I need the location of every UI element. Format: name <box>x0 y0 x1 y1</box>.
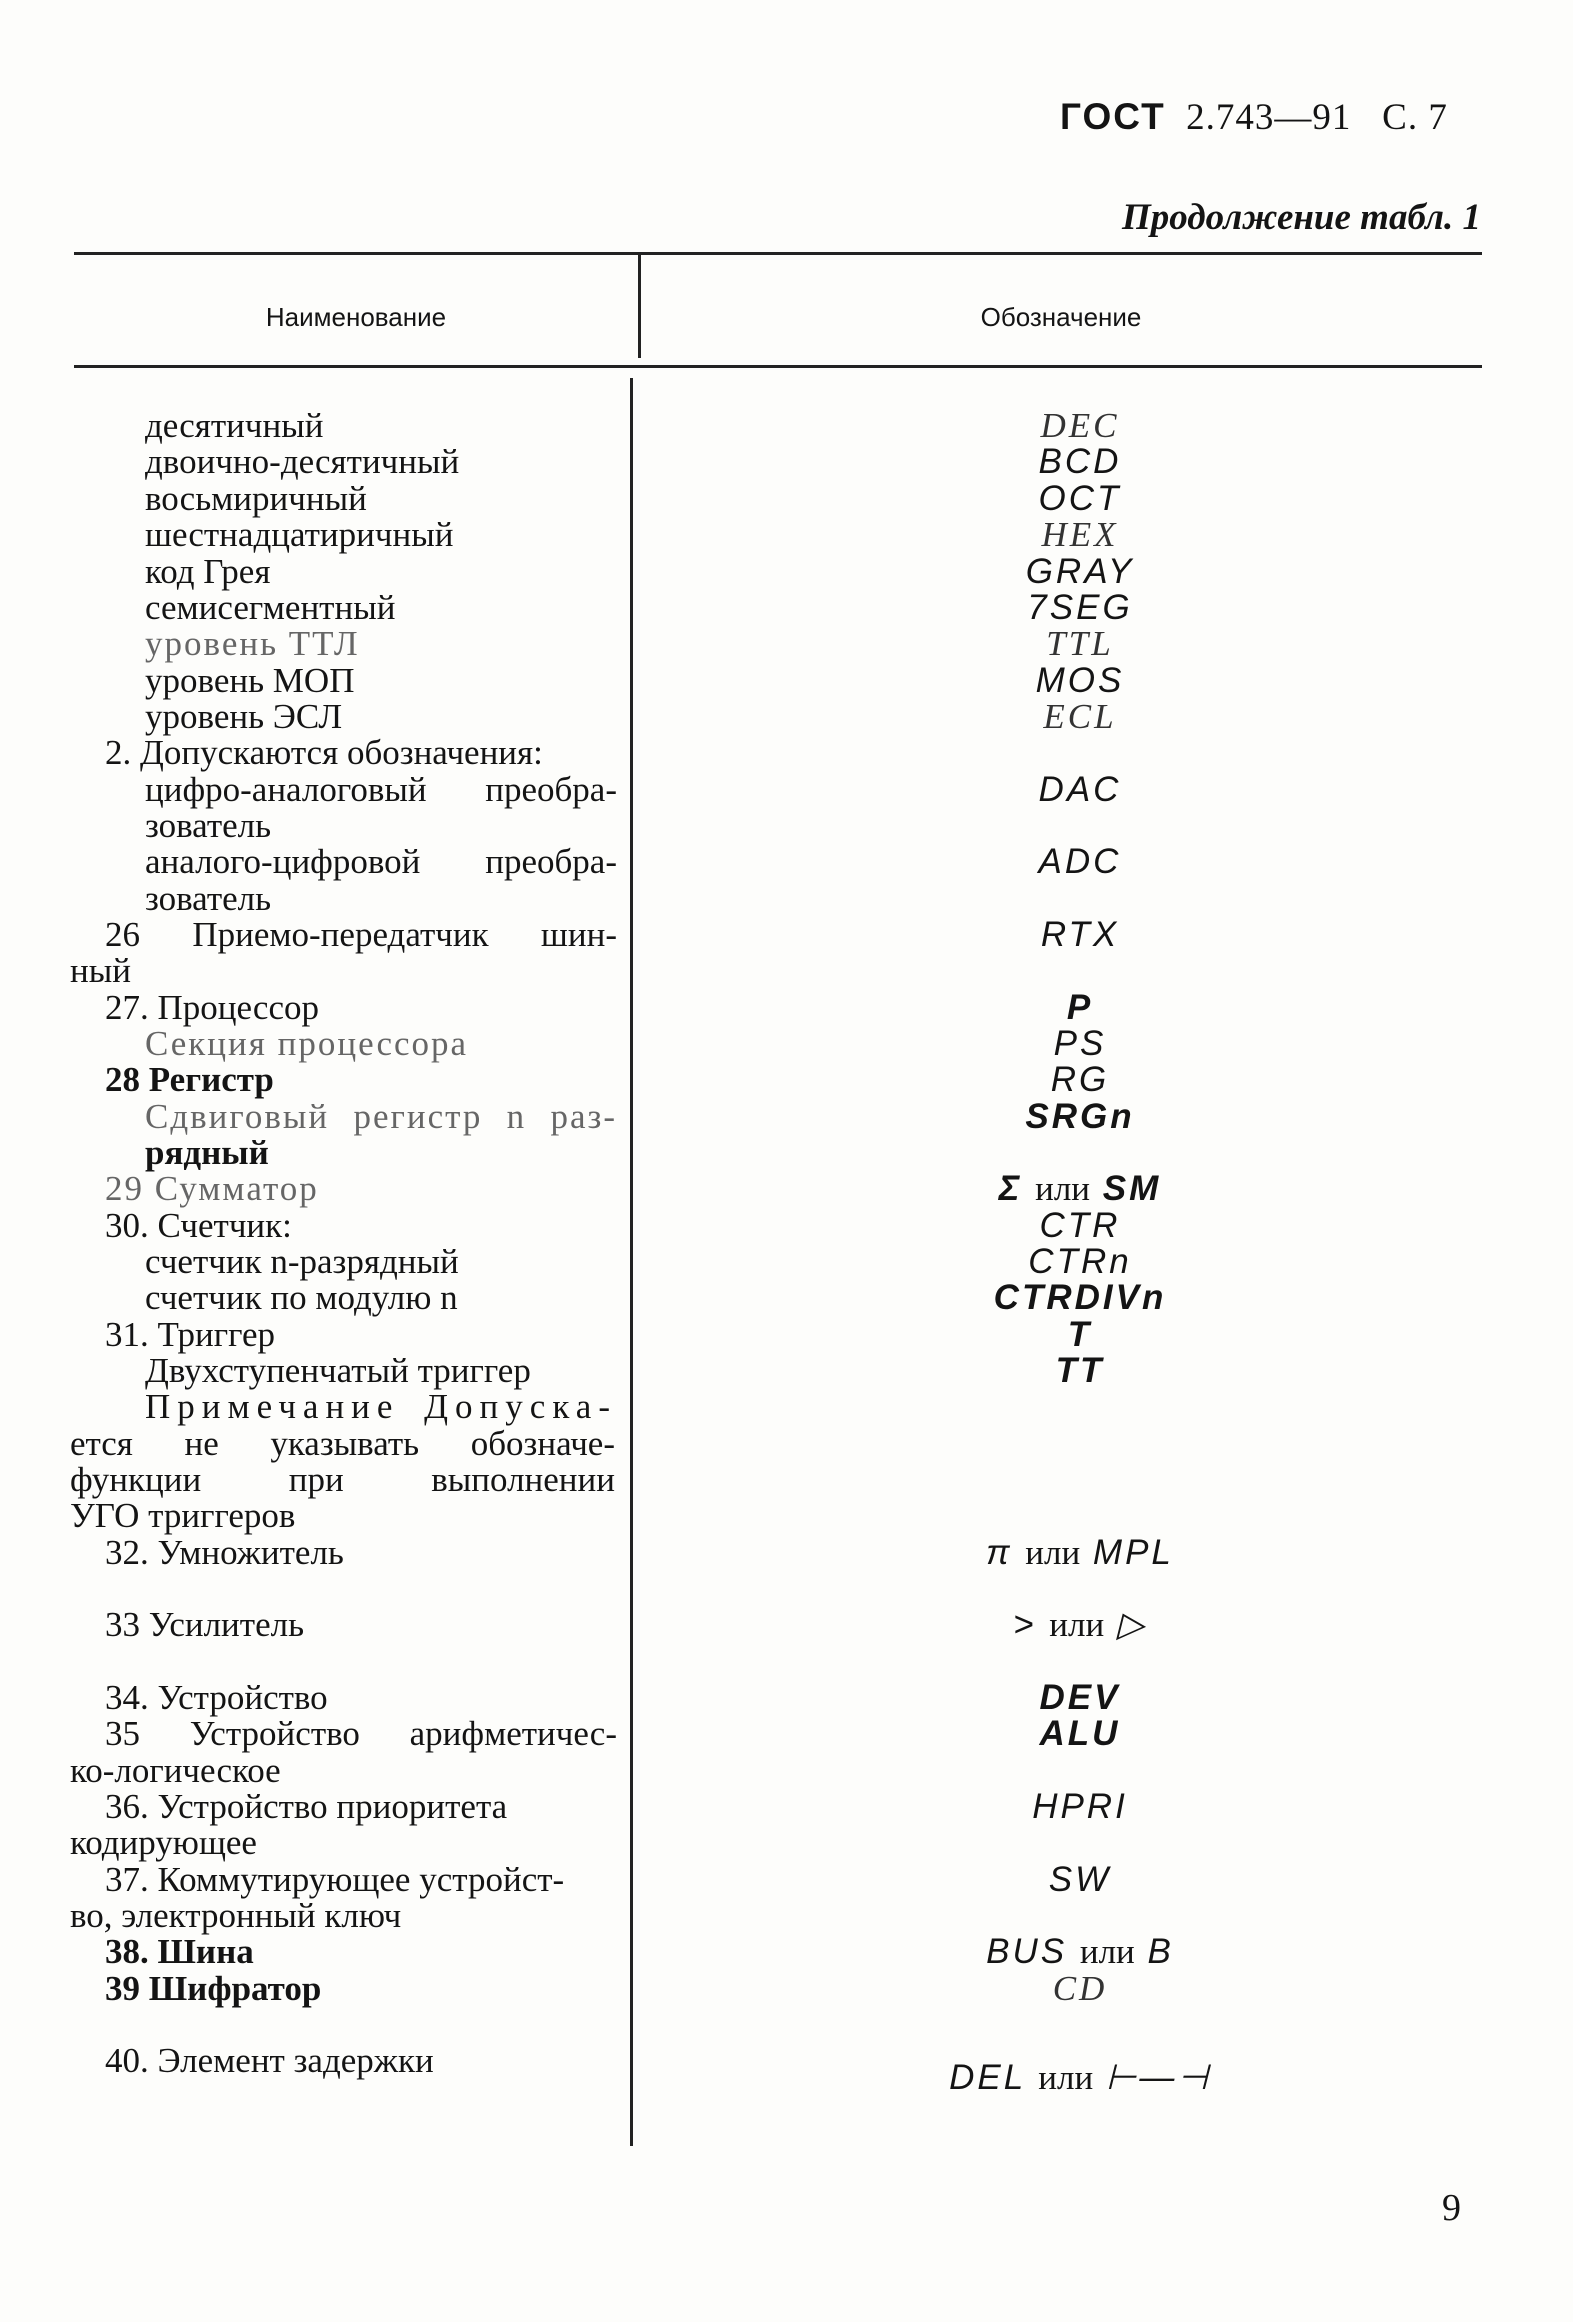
row-symbol: GRAY <box>1025 552 1135 591</box>
row-name: десятичный <box>145 406 324 445</box>
row-symbol: ALU <box>1039 1714 1121 1753</box>
row-name: шестнадцатиричный <box>145 515 454 554</box>
row-symbol: HPRI <box>1032 1787 1128 1826</box>
row-symbol: DAC <box>1038 770 1122 809</box>
row-name: Секция процессора <box>145 1024 469 1063</box>
or-conjunction: или <box>1035 1169 1091 1208</box>
row-name: двоично-десятичный <box>145 442 460 481</box>
row-symbol: DEC <box>1040 406 1120 445</box>
row-name: 30. Счетчик: <box>105 1206 292 1245</box>
row-symbol: RG <box>1050 1060 1110 1099</box>
row-name: семисегментный <box>145 588 396 627</box>
row-symbol: DEL или ⊢—⊣ <box>949 2058 1211 2097</box>
row-name-continued: зователь <box>145 879 272 918</box>
row-name: 2. Допускаются обозначения: <box>105 733 543 772</box>
or-conjunction: или <box>1038 2058 1094 2097</box>
row-symbol: BCD <box>1038 442 1122 481</box>
row-symbol: Σ или SM <box>998 1169 1162 1208</box>
row-name: 33 Усилитель <box>105 1605 305 1644</box>
row-symbol: TT <box>1055 1351 1105 1390</box>
or-conjunction: или <box>1049 1605 1105 1644</box>
row-name: Сдвиговый регистр n раз- <box>145 1097 617 1136</box>
row-name: уровень ТТЛ <box>145 624 360 663</box>
or-conjunction: или <box>1025 1533 1081 1572</box>
row-name: 39 Шифратор <box>105 1969 322 2008</box>
row-name-continued: зователь <box>145 806 272 845</box>
row-symbol: PS <box>1053 1024 1107 1063</box>
header-page-label: С. 7 <box>1382 97 1448 138</box>
row-symbol: SW <box>1048 1860 1112 1899</box>
row-name: 38. Шина <box>105 1932 254 1971</box>
row-name: 32. Умножитель <box>105 1533 344 1572</box>
row-symbol: MOS <box>1035 661 1125 700</box>
row-name: 37. Коммутирующее устройст- <box>105 1860 565 1899</box>
row-symbol: HEX <box>1041 515 1119 554</box>
row-name: уровень МОП <box>145 661 355 700</box>
row-name: 31. Триггер <box>105 1315 276 1354</box>
row-name-continued: рядный <box>145 1133 269 1172</box>
row-name: аналого-цифровой преобра- <box>145 842 617 881</box>
column-header-symbol: Обозначение <box>980 302 1142 332</box>
row-name: счетчик по модулю n <box>145 1278 458 1317</box>
row-name: 29 Сумматор <box>105 1169 319 1208</box>
row-name: цифро-аналоговый преобра- <box>145 770 617 809</box>
row-symbol: SRGn <box>1025 1097 1135 1136</box>
row-symbol: CTR <box>1039 1206 1121 1245</box>
table-continuation-label: Продолжение табл. 1 <box>1122 197 1481 238</box>
row-symbol: CTRDIVn <box>993 1278 1167 1317</box>
row-name: код Грея <box>145 552 271 591</box>
row-symbol: BUS или B <box>986 1932 1174 1971</box>
row-name-continued: кодирующее <box>70 1823 257 1862</box>
body-column-divider <box>630 378 633 2146</box>
row-symbol: > или ▷ <box>1013 1605 1147 1644</box>
row-symbol: RTX <box>1040 915 1120 954</box>
row-symbol: 7SEG <box>1027 588 1133 627</box>
or-conjunction: или <box>1079 1932 1135 1971</box>
row-name-continued: ный <box>70 951 131 990</box>
row-symbol: DEV <box>1039 1678 1121 1717</box>
table-top-rule <box>74 252 1482 255</box>
row-symbol: CD <box>1052 1969 1108 2008</box>
header-standard: ГОСТ <box>1060 96 1166 137</box>
row-name-continued: во, электронный ключ <box>70 1896 402 1935</box>
row-name: 40. Элемент задержки <box>105 2041 434 2080</box>
row-name: счетчик n-разрядный <box>145 1242 459 1281</box>
row-name: уровень ЭСЛ <box>145 697 343 736</box>
page-number: 9 <box>1442 2187 1461 2229</box>
row-symbol: OCT <box>1038 479 1122 518</box>
header-number: 2.743—91 <box>1186 97 1352 138</box>
row-name: 36. Устройство приоритета <box>105 1787 508 1826</box>
column-header-name: Наименование <box>265 302 447 332</box>
row-name: 26 Приемо-передатчик шин- <box>105 915 617 954</box>
row-symbol: TTL <box>1046 624 1114 663</box>
row-name: 34. Устройство <box>105 1678 328 1717</box>
row-symbol: P <box>1066 988 1094 1027</box>
row-name: Двухступенчатый триггер <box>145 1351 531 1390</box>
page-header <box>1060 96 1448 139</box>
note-text: ется не указывать обозначе- <box>70 1424 615 1463</box>
row-symbol: ADC <box>1038 842 1122 881</box>
table-header-rule <box>74 365 1482 368</box>
row-name: 27. Процессор <box>105 988 319 1027</box>
row-symbol: ECL <box>1043 697 1117 736</box>
row-name: 35 Устройство арифметичес- <box>105 1714 617 1753</box>
note-text: УГО триггеров <box>70 1496 296 1535</box>
row-symbol: CTRn <box>1028 1242 1132 1281</box>
row-name-continued: ко-логическое <box>70 1751 281 1790</box>
row-symbol: π или MPL <box>986 1533 1174 1572</box>
note-text: Примечание Допуска- <box>145 1387 617 1426</box>
row-symbol: T <box>1067 1315 1093 1354</box>
row-name: 28 Регистр <box>105 1060 274 1099</box>
row-name: восьмиричный <box>145 479 367 518</box>
note-text: функции при выполнении <box>70 1460 615 1499</box>
